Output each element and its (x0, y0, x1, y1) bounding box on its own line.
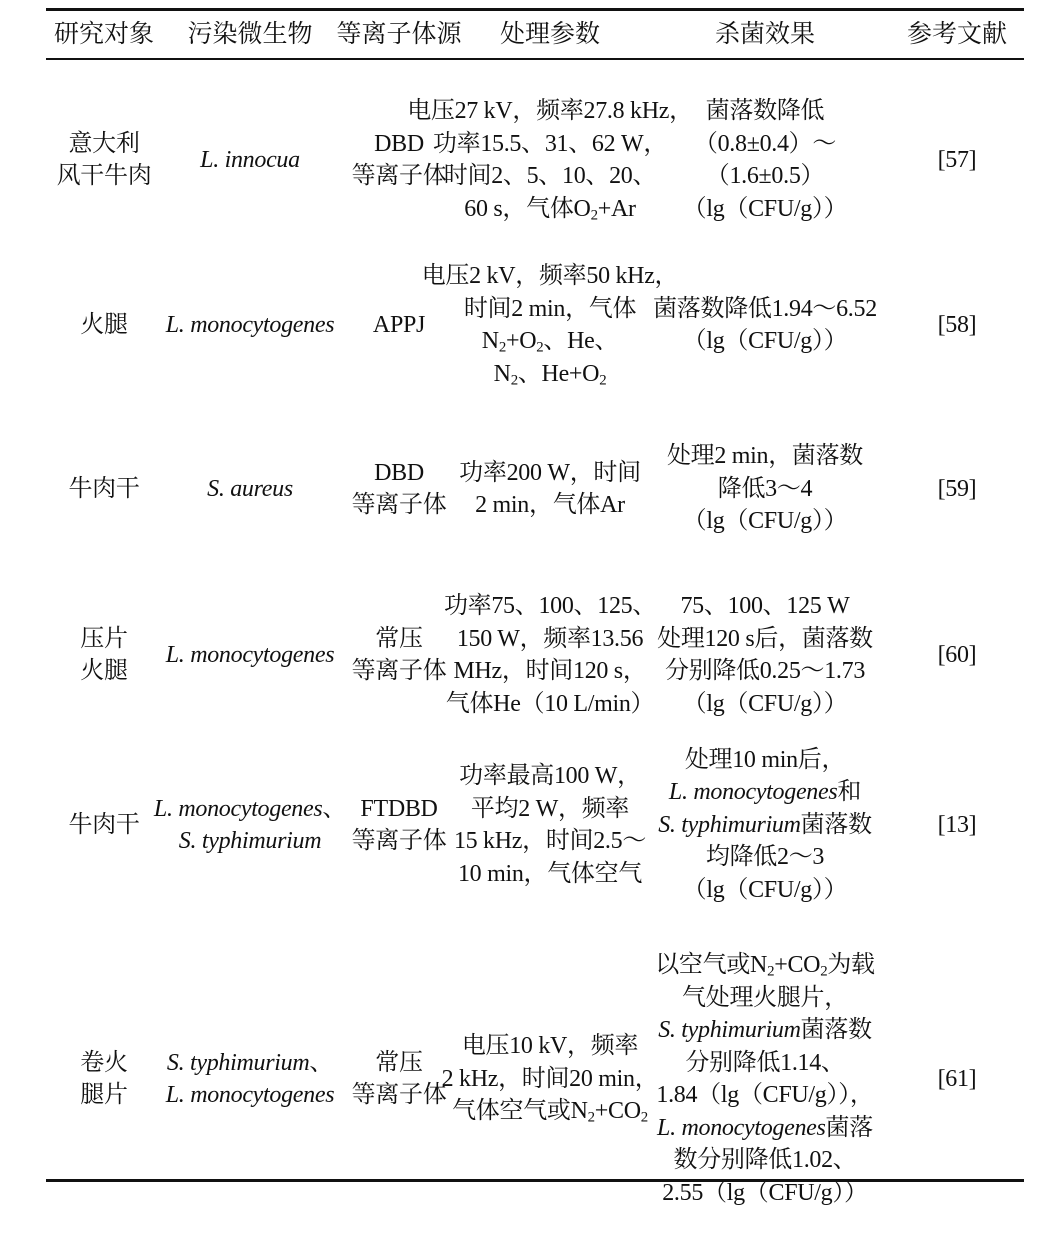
cell-line: 平均2 W，频率 (470, 795, 630, 822)
treatment-parameters-cell (453, 740, 647, 910)
sterilization-effect-cell (640, 740, 890, 910)
cell-line: L. monocytogenes菌落 (657, 1114, 873, 1141)
treatment-parameters-cell (443, 570, 657, 740)
cell-line: 气体He（10 L/min） (445, 690, 655, 717)
cell-line: $N_2$、$He+O_2$ (493, 360, 607, 389)
cell-line: 2 kHz，时间20 min， (441, 1065, 659, 1092)
cell-line: 火腿 (80, 311, 128, 338)
cell-line: 均降低2～3 (705, 844, 825, 871)
research-object-cell (46, 570, 162, 740)
cell-line: APPJ (372, 311, 426, 338)
reference-cell (890, 910, 1024, 1248)
cell-line: [61] (937, 1065, 977, 1092)
header-treatment-parameters: 处理参数 (499, 20, 600, 48)
microbe-cell (153, 740, 347, 910)
research-object-cell (46, 740, 162, 910)
cell-line: [58] (937, 311, 977, 338)
cell-line: S. typhimurium、 (166, 1049, 334, 1076)
cell-line: 菌落数降低1.94～6.52 (653, 295, 877, 322)
cell-line: 功率15.5、31、62 W， (432, 130, 668, 157)
cell-line: 常压 (375, 625, 423, 652)
cell-line: 等离子体 (351, 828, 447, 854)
cell-line: 压片 (80, 625, 128, 652)
cell-line: 意大利 (68, 130, 140, 157)
cell-line: S. typhimurium菌落数 (658, 1017, 872, 1043)
cell-line: 等离子体 (351, 658, 447, 684)
cell-line: 常压 (375, 1049, 423, 1076)
treatment-parameters-cell (407, 78, 693, 242)
cell-line: 气处理火腿片， (682, 984, 848, 1011)
sterilization-effect-cell (640, 910, 890, 1248)
cell-line: 数分别降低1.02、 (673, 1147, 857, 1173)
cell-line: MHz，时间120 s， (453, 658, 647, 684)
header-contaminating-microbe: 污染微生物 (187, 20, 313, 48)
cell-line: （0.8±0.4）～ (693, 130, 837, 157)
cell-line: L. monocytogenes和 (668, 779, 862, 806)
cell-line: 降低3～4 (717, 475, 813, 502)
cell-line: DBD (374, 459, 424, 486)
cell-line: （lg（CFU/g）） (682, 690, 848, 717)
cell-line: 气体空气或$N_2+CO_2$ (452, 1098, 648, 1126)
research-object-cell (46, 408, 162, 570)
cell-line: 功率75、100、125、 (443, 593, 657, 619)
header-reference: 参考文献 (906, 20, 1007, 48)
sterilization-effect-cell (640, 78, 890, 242)
cell-line: 2.55（lg（CFU/g）） (662, 1179, 868, 1206)
cell-line: 火腿 (80, 658, 128, 684)
cell-line: （lg（CFU/g）） (682, 328, 848, 354)
cell-line: （lg（CFU/g）） (682, 508, 848, 535)
header-sterilization-effect: 杀菌效果 (714, 20, 815, 48)
cell-line: [57] (937, 146, 977, 173)
treatment-parameters-cell (441, 910, 659, 1248)
sterilization-effect-cell (640, 408, 890, 570)
cell-line: 电压2 kV，频率50 kHz， (421, 263, 679, 289)
cell-line: 60 s，气体$O_2+Ar$ (464, 195, 636, 224)
cell-line: 处理2 min，菌落数 (666, 443, 864, 470)
cell-line: 等离子体 (351, 492, 447, 518)
data-table (46, 11, 1024, 1248)
cell-line: （lg（CFU/g）） (682, 195, 848, 222)
cell-line: 菌落数降低 (705, 98, 825, 124)
treatment-parameters-cell (460, 408, 640, 570)
research-object-cell (46, 910, 162, 1248)
cell-line: 等离子体 (351, 163, 447, 189)
cell-line: [13] (937, 811, 977, 838)
cell-line: [59] (937, 475, 977, 502)
reference-cell (890, 408, 1024, 570)
cell-line: FTDBD (360, 795, 438, 822)
reference-cell (890, 242, 1024, 408)
cell-line: 分别降低1.14、 (685, 1049, 845, 1076)
cell-line: L. monocytogenes、 (153, 795, 347, 822)
cell-line: 10 min，气体空气 (457, 860, 643, 887)
cell-line: 1.84（lg（CFU/g））， (656, 1082, 874, 1108)
cell-line: DBD (374, 130, 424, 157)
reference-cell (890, 570, 1024, 740)
cell-line: 时间2 min，气体 (463, 295, 637, 322)
cell-line: 处理10 min后， (684, 746, 846, 773)
reference-cell (890, 740, 1024, 910)
sterilization-effect-cell (640, 242, 890, 408)
cell-line: 牛肉干 (68, 475, 140, 502)
cell-line: $N_2+O_2$、He、 (481, 328, 619, 356)
microbe-cell (162, 78, 338, 242)
research-object-cell (46, 78, 162, 242)
cell-line: 处理120 s后，菌落数 (657, 625, 873, 652)
cell-line: S. typhimurium菌落数 (658, 811, 872, 838)
cell-line: （1.6±0.5） (705, 163, 825, 189)
header-gap (46, 58, 1024, 78)
cell-line: S. aureus (207, 475, 293, 502)
cell-line: 分别降低0.25～1.73 (664, 658, 866, 684)
reference-cell (890, 78, 1024, 242)
cell-line: L. monocytogenes (165, 1082, 335, 1108)
cell-line: 电压27 kV，频率27.8 kHz， (407, 98, 693, 124)
sterilization-effect-cell (640, 570, 890, 740)
cell-line: S. typhimurium (178, 828, 322, 854)
cell-line: 牛肉干 (68, 811, 140, 838)
cell-line: 卷火 (80, 1049, 128, 1076)
cell-line: 以空气或$N_2+CO_2$为载 (655, 952, 875, 980)
header-research-object: 研究对象 (53, 20, 154, 48)
cell-line: L. monocytogenes (165, 641, 335, 668)
cell-line: 功率最高100 W， (459, 763, 641, 789)
treatment-parameters-cell (421, 242, 679, 408)
plasma-source-cell (338, 570, 460, 740)
plasma-source-cell (338, 740, 460, 910)
research-object-cell (46, 242, 162, 408)
header-plasma-source: 等离子体源 (336, 20, 462, 48)
microbe-cell (162, 242, 338, 408)
cell-line: 电压10 kV，频率 (461, 1033, 639, 1060)
cell-line: 腿片 (80, 1082, 128, 1108)
cell-line: L. innocua (200, 146, 300, 173)
cell-line: 风干牛肉 (56, 163, 152, 189)
cell-line: 等离子体 (351, 1082, 447, 1108)
microbe-cell (162, 910, 338, 1248)
cell-line: 2 min，气体Ar (475, 492, 625, 518)
microbe-cell (162, 570, 338, 740)
cell-line: 75、100、125 W (680, 593, 850, 619)
plasma-source-cell (338, 408, 460, 570)
cell-line: 功率200 W，时间 (459, 459, 641, 486)
microbe-cell (162, 408, 338, 570)
cell-line: 时间2、5、10、20、 (443, 163, 657, 189)
cell-line: （lg（CFU/g）） (682, 876, 848, 903)
cell-line: [60] (937, 641, 977, 668)
cell-line: L. monocytogenes (165, 311, 335, 338)
cell-line: 15 kHz，时间2.5～ (453, 828, 647, 854)
cell-line: 150 W，频率13.56 (456, 625, 644, 652)
